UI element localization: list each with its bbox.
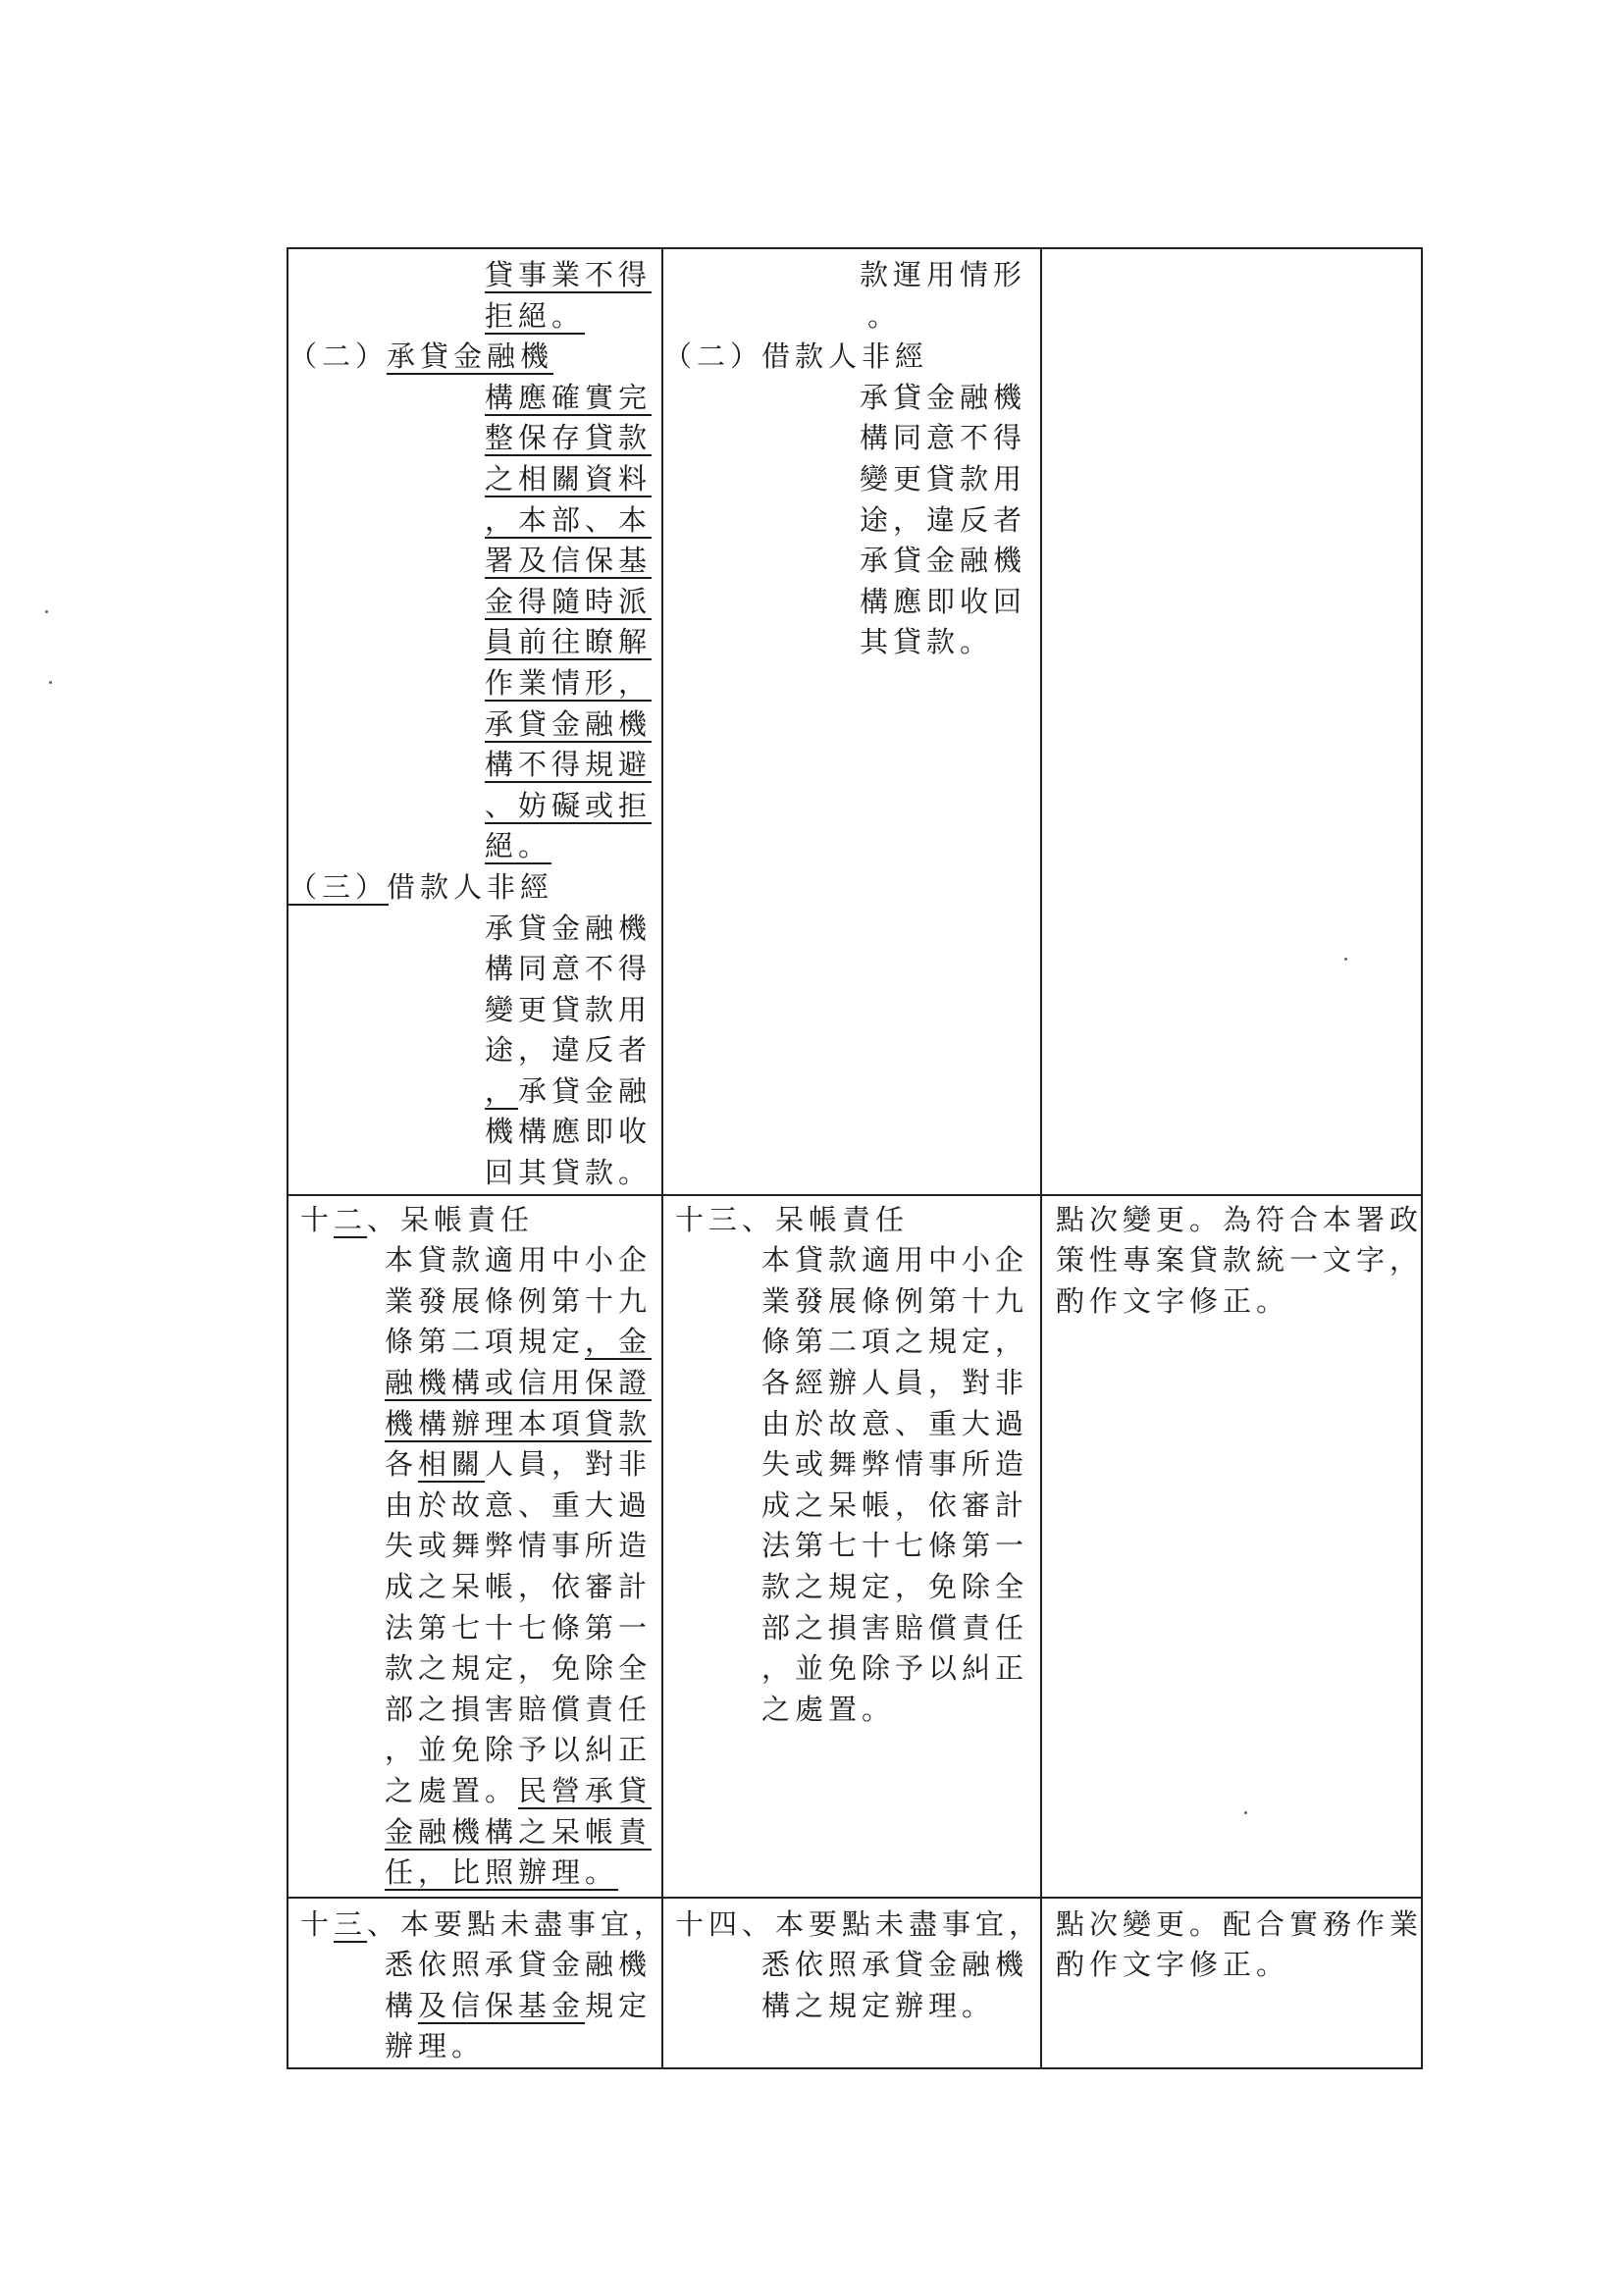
text-line [288, 2026, 661, 2067]
amended-text: 絕。 [485, 829, 552, 863]
provision-text: 途，違反者 [485, 1033, 653, 1068]
text-line [663, 1690, 1040, 1731]
text-line [288, 1486, 661, 1527]
text-line [663, 255, 1040, 296]
text-line [288, 1153, 661, 1194]
text-line [663, 1200, 1040, 1241]
amended-text: 構應確實完 [485, 380, 653, 414]
provision-text: 成之呆帳，依審計 [761, 1487, 1029, 1522]
provision-text: 悉依照承貸金融機 [385, 1948, 653, 1982]
text-line [288, 459, 661, 500]
text-line [663, 1363, 1040, 1404]
provision-text: ，並免除予以糾正 [761, 1651, 1029, 1686]
text-line [288, 1526, 661, 1567]
provision-text: 業發展條例第十九 [385, 1283, 653, 1318]
amended-text: 作業情形， [485, 665, 653, 700]
provision-text: 構同意不得 [485, 952, 653, 986]
provision-text: 點次變更。為符合本署政 [1056, 1202, 1424, 1236]
scan-speck [1244, 1811, 1247, 1814]
provision-text: ，並免除予以糾正 [385, 1733, 653, 1767]
text-line [663, 1526, 1040, 1567]
text-line [288, 541, 661, 582]
table-row [288, 1195, 1422, 1898]
text-line [288, 704, 661, 746]
text-line [288, 1281, 661, 1323]
text-line [288, 1690, 661, 1731]
amended-text: ， [485, 1073, 519, 1108]
text-line [663, 418, 1040, 459]
provision-text: 構同意不得 [860, 421, 1027, 455]
provision-text: 本貸款適用中小企 [385, 1243, 653, 1278]
provision-text: 款之規定，免除全 [385, 1651, 653, 1686]
amended-text: 機構辦理本項貸款 [385, 1406, 653, 1440]
amended-text: 拒絕。 [485, 298, 586, 333]
text-line [288, 1852, 661, 1894]
provision-text: 之處置。 [761, 1692, 896, 1726]
provision-text: 部之損害賠償責任 [385, 1692, 653, 1726]
provision-text: 款運用情形 [860, 258, 1027, 291]
provision-text: 十三、呆帳責任 [675, 1202, 910, 1236]
scan-speck [45, 610, 48, 613]
provision-text: 法第七十七條第一 [761, 1529, 1029, 1563]
text-line [663, 1240, 1040, 1281]
provision-text: 其貸款。 [860, 625, 994, 659]
text-line [663, 337, 1040, 378]
text-line [288, 745, 661, 786]
text-line [663, 1404, 1040, 1445]
text-line [1042, 1281, 1421, 1323]
amended-text: 構不得規避 [485, 748, 653, 782]
item-number: （二） [288, 339, 390, 374]
amended-text: 署及信保基 [485, 544, 653, 578]
amended-text: 民營承貸 [518, 1773, 653, 1807]
text-line [288, 1240, 661, 1281]
text-line [288, 786, 661, 827]
scan-speck [49, 681, 52, 684]
provision-text: 機構應即收 [485, 1115, 653, 1149]
text-line [663, 1986, 1040, 2027]
text-line [663, 1444, 1040, 1486]
provision-text: 人員，對非 [485, 1447, 653, 1482]
amended-text: 融機構或信用保證 [385, 1366, 653, 1400]
amended-text: 貸事業不得 [485, 258, 653, 291]
provision-text: 構 [385, 1988, 419, 2022]
provision-text: 部之損害賠償責任 [761, 1610, 1029, 1644]
text-line [663, 1905, 1043, 1946]
amended-text: 整保存貸款 [485, 421, 653, 455]
provision-text: 失或舞弊情事所造 [761, 1447, 1029, 1482]
text-line [663, 296, 1040, 338]
amended-text: 、妨礙或拒 [485, 788, 653, 822]
provision-text: 酌作文字修正。 [1056, 1948, 1290, 1982]
amendment-comparison-table [287, 247, 1423, 2069]
provision-text: 法第七十七條第一 [385, 1610, 653, 1644]
text-line [663, 378, 1040, 419]
explanation-cell [1041, 1195, 1422, 1898]
provision-text: 承貸金融機 [860, 544, 1027, 578]
amended-provision-cell [288, 1898, 668, 2068]
text-line [1042, 1945, 1421, 1986]
amended-text: ，本部、本 [485, 502, 653, 537]
text-line [663, 541, 1040, 582]
amended-text: 任，比照辦理。 [385, 1855, 619, 1890]
provision-text: 策性專案貸款統一文字， [1056, 1243, 1424, 1278]
provision-text: 十 [300, 1906, 335, 1941]
amended-text: 相關 [418, 1447, 486, 1482]
text-line [288, 255, 661, 296]
text-line [288, 296, 661, 338]
amended-provision-cell [288, 248, 662, 1195]
amended-text: ，金 [585, 1325, 653, 1359]
text-line [288, 1608, 661, 1649]
provision-text: 借款人非經 [387, 869, 554, 904]
text-line [663, 1281, 1040, 1323]
provision-text: 變更貸款用 [485, 992, 653, 1026]
provision-text: 失或舞弊情事所造 [385, 1529, 653, 1563]
amended-text: 及信保基金 [418, 1988, 586, 2022]
text-line [288, 1986, 661, 2027]
text-line [288, 1730, 661, 1771]
scan-speck [1344, 958, 1347, 961]
provision-text: 、呆帳責任 [367, 1202, 535, 1236]
item-number: （三） [288, 869, 390, 904]
provision-text: 本貸款適用中小企 [761, 1243, 1029, 1278]
explanation-cell [1041, 1898, 1422, 2068]
provision-text: 、本要點未盡事宜， [367, 1906, 668, 1941]
amended-text: 金得隨時派 [485, 584, 653, 618]
provision-text: 承貸金融機 [860, 380, 1027, 414]
provision-text: 途，違反者 [860, 502, 1027, 537]
text-line [288, 867, 661, 909]
text-line [663, 1945, 1040, 1986]
text-line [288, 1200, 661, 1241]
provision-text: 條第二項之規定， [761, 1325, 1029, 1359]
provision-text: 十四、本要點未盡事宜， [675, 1906, 1043, 1941]
text-line [288, 1444, 661, 1486]
item-number: （二） [663, 339, 764, 374]
provision-text: 各經辦人員，對非 [761, 1366, 1029, 1400]
provision-text: 成之呆帳，依審計 [385, 1570, 653, 1603]
provision-text: 承貸金融 [518, 1073, 653, 1108]
current-provision-cell [662, 1898, 1041, 2068]
text-line [288, 1905, 668, 1946]
amended-text: 金融機構之呆帳責 [385, 1814, 653, 1849]
text-line [288, 1567, 661, 1608]
text-line [1042, 1240, 1424, 1281]
text-line [288, 378, 661, 419]
provision-text: 由於故意、重大過 [761, 1406, 1029, 1440]
provision-text: 由於故意、重大過 [385, 1487, 653, 1522]
provision-text: 。 [867, 298, 902, 333]
text-line [288, 826, 661, 867]
provision-text: 之處置。 [385, 1773, 519, 1807]
text-line [288, 1112, 661, 1153]
text-line [1042, 1905, 1424, 1946]
text-line [288, 582, 661, 623]
provision-text: 回其貸款。 [485, 1156, 653, 1190]
provision-text: 變更貸款用 [860, 461, 1027, 496]
amended-provision-cell [288, 1195, 662, 1898]
text-line [663, 622, 1040, 663]
provision-text: 借款人非經 [761, 339, 929, 374]
text-line [288, 949, 661, 990]
text-line [288, 1771, 661, 1812]
amended-text: 二 [334, 1202, 368, 1236]
text-line [288, 1648, 661, 1690]
current-provision-cell [662, 248, 1041, 1195]
current-provision-cell [662, 1195, 1041, 1898]
amended-text: 員前往瞭解 [485, 625, 653, 659]
amended-text: 之相關資料 [485, 461, 653, 496]
provision-text: 承貸金融機 [485, 911, 653, 945]
text-line [288, 337, 661, 378]
provision-text: 業發展條例第十九 [761, 1283, 1029, 1318]
text-line [288, 622, 661, 663]
provision-text: 十 [300, 1202, 335, 1236]
text-line [288, 663, 661, 704]
provision-text: 點次變更。配合實務作業 [1056, 1906, 1424, 1941]
provision-text: 各 [385, 1447, 419, 1482]
table-row [288, 1898, 1422, 2068]
provision-text: 悉依照承貸金融機 [761, 1948, 1029, 1982]
text-line [288, 1071, 661, 1113]
text-line [663, 1567, 1040, 1608]
text-line [288, 990, 661, 1031]
text-line [663, 582, 1040, 623]
text-line [288, 1030, 661, 1071]
text-line [663, 1322, 1040, 1363]
text-line [288, 500, 661, 542]
text-line [288, 1945, 661, 1986]
text-line [663, 1486, 1040, 1527]
text-line [663, 1608, 1040, 1649]
text-line [288, 1812, 661, 1853]
text-line [288, 418, 661, 459]
provision-text: 規定 [585, 1988, 653, 2022]
explanation-cell [1041, 248, 1422, 1195]
provision-text: 辦理。 [385, 2029, 486, 2063]
table-row [288, 248, 1422, 1195]
amended-text: 承貸金融機 [485, 706, 653, 741]
provision-text: 款之規定，免除全 [761, 1570, 1029, 1603]
amended-text: 三 [334, 1906, 368, 1941]
text-line [663, 500, 1040, 542]
provision-text: 構之規定辦理。 [761, 1988, 996, 2022]
text-line [663, 459, 1040, 500]
provision-text: 條第二項規定 [385, 1325, 586, 1359]
provision-text: 構應即收回 [860, 584, 1027, 618]
text-line [288, 909, 661, 950]
text-line [288, 1404, 661, 1445]
amended-text: 承貸金融機 [387, 339, 554, 374]
text-line [663, 1648, 1040, 1690]
text-line [288, 1322, 661, 1363]
provision-text: 酌作文字修正。 [1056, 1283, 1290, 1318]
text-line [1042, 1200, 1424, 1241]
text-line [288, 1363, 661, 1404]
